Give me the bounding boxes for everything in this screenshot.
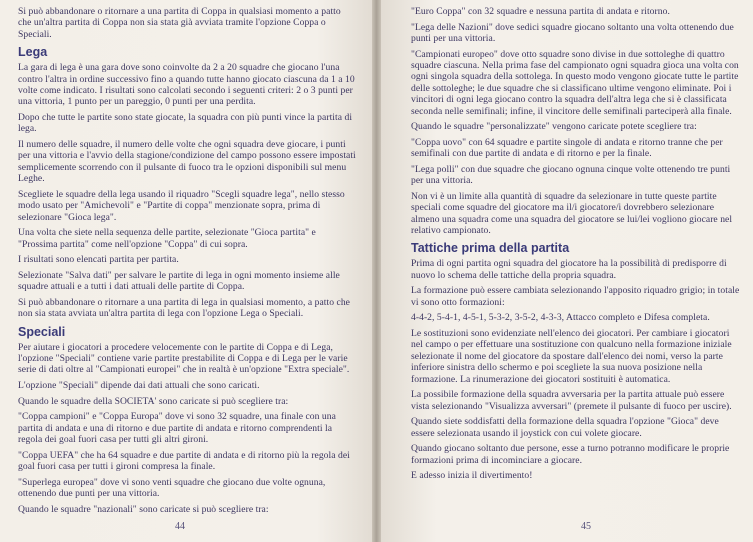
paragraph: Quando siete soddisfatti della formazione della squadra l'opzione "Gioca" deve essere selezionata usando il joystick con cui volete giocare. <box>411 416 719 439</box>
section-heading-speciali: Speciali <box>18 324 66 339</box>
paragraph: Quando le squadre "nazionali" sono caricate si può scegliere tra: <box>18 503 269 515</box>
paragraph: "Coppa campioni" e "Coppa Europa" dove vi sono 32 squadre, una finale con una partita di andata e una di ritorno e due partite di andata e ritorno comprendenti la regola dei goal fuori casa per tutti gli altri gironi. <box>18 411 336 446</box>
paragraph: Quando giocano soltanto due persone, esse a turno potranno modificare le proprie formazioni prima di incominciare a giocare. <box>411 443 730 466</box>
paragraph: Prima di ogni partita ogni squadra del giocatore ha la possibilità di predisporre di nuovo lo schema delle tattiche della propria squadra. <box>411 258 727 281</box>
right-page <box>381 0 753 542</box>
paragraph: Quando le squadre "personalizzate" vengono caricate potete scegliere tra: <box>411 121 697 133</box>
paragraph: Le sostituzioni sono evidenziate nell'elenco dei giocatori. Per cambiare i giocatori nel campo o per effettuare una sostituzione con qualcuno nella formazione iniziale selezionate il nome del giocatore da spostare dall'elenco dei nomi, verso la parte inferiore sinistra dello schermo e poi scegliete la sua nuova posizione nella formazione. La rinumerazione dei giocatori sostituiti è automatica. <box>411 328 732 385</box>
paragraph: "Coppa uovo" con 64 squadre e partite singole di andata e ritorno tranne che per semifinali con due partite di andata e di ritorno e per la finale. <box>411 136 723 160</box>
paragraph: La gara di lega è una gara dove sono coinvolte da 2 a 20 squadre che giocano l'una contro l'altra in ordine successivo fino a quando tutte hanno giocato ciascuna da 1 a 10 volte come indicato. I risultati sono calcolati secondo i seguenti criteri: 2 o 3 punti per una vittoria, 1 punto per un pareggio, 0 punti per una perdita. <box>18 62 355 108</box>
paragraph: Per aiutare i giocatori a procedere velocemente con le partite di Coppa e di Lega, l'opzione "Speciali" contiene varie partite prestabilite di Coppa e di Lega per le varie serie di dati oltre al "Campionati europei" che in realtà è un'opzione "Extra speciale". <box>18 341 350 376</box>
right-page-content <box>411 6 741 486</box>
paragraph: Il numero delle squadre, il numero delle volte che ogni squadra deve giocare, i punti per una vittoria e l'avvio della stagione/condizione del campo possono essere impostati semplicemente scorrendo con il pulsante di fuoco tra le opzioni disponibili sul menu Leghe. <box>18 139 356 185</box>
paragraph: L'opzione "Speciali" dipende dai dati attuali che sono caricati. <box>18 380 260 392</box>
left-page <box>0 0 372 542</box>
paragraph: E adesso inizia il divertimento! <box>411 470 533 482</box>
paragraph: 4-4-2, 5-4-1, 4-5-1, 5-3-2, 3-5-2, 4-3-3, Attacco completo e Difesa completa. <box>411 312 710 324</box>
paragraph: Si può abbandonare o ritornare a una partita di lega in qualsiasi momento, a patto che non sia stata avviata un'altra partita di lega con l'opzione Lega o Speciali. <box>18 296 350 320</box>
paragraph: "Lega delle Nazioni" dove sedici squadre giocano soltanto una volta ottenendo due punti per una vittoria. <box>411 21 734 44</box>
paragraph: La formazione può essere cambiata selezionando l'apposito riquadro grigio; in totale vi sono otto formazioni: <box>411 285 740 308</box>
paragraph: "Campionati europeo" dove otto squadre sono divise in due sottoleghe di quattro squadre ciascuna. Nella prima fase del campionato ogni squadra gioca una volta con ogni singola squadra della sottolega. In questo modo vengono giocate tutte le partite delle sottoleghe; le due squadre che si classificano ultime vengono eliminate. Poi i vincitori di ogni lega giocano contro la squadra dell'altra lega che si è classificata seconda nelle semifinali; infine, il vincitore delle semifinali parteciperà alla finale. <box>411 48 739 117</box>
paragraph: "Lega polli" con due squadre che giocano ognuna cinque volte ottenendo tre punti per una vittoria. <box>411 163 731 187</box>
paragraph: "Coppa UEFA" che ha 64 squadre e due partite di andata e di ritorno più la regola dei goal fuori casa per tutti i gironi compresa la finale. <box>18 449 350 473</box>
left-page-content <box>18 6 356 519</box>
paragraph: Quando le squadre della SOCIETA' sono caricate si può scegliere tra: <box>18 395 289 407</box>
paragraph: Scegliete le squadre della lega usando il riquadro "Scegli squadre lega", nello stesso modo usato per "Amichevoli" e "Partite di coppa" menzionate sopra, prima di selezionare "Gioca lega". <box>18 188 345 223</box>
paragraph: Si può abbandonare o ritornare a una partita di Coppa in qualsiasi momento a patto che un'altra partita di Coppa non sia stata già avviata tramite l'opzione Coppa o Speciali. <box>18 6 341 40</box>
section-heading-lega: Lega <box>18 45 48 60</box>
paragraph: Una volta che siete nella sequenza delle partite, selezionate "Gioca partita" e "Prossima partita" come nell'opzione "Coppa" di cui sopra. <box>18 227 316 250</box>
page-number: 44 <box>175 521 185 532</box>
paragraph: I risultati sono elencati partita per partita. <box>18 254 179 266</box>
paragraph: Dopo che tutte le partite sono state giocate, la squadra con più punti vince la partita di lega. <box>18 112 353 135</box>
section-heading-tattiche: Tattiche prima della partita <box>411 241 570 256</box>
paragraph: "Superlega europea" dove vi sono venti squadre che giocano due volte ognuna, ottenendo due punti per una vittoria. <box>18 476 326 500</box>
paragraph: La possibile formazione della squadra avversaria per la partita attuale può essere vista selezionando "Visualizza avversari" (premete il pulsante di fuoco per uscire). <box>411 389 732 412</box>
book-gutter <box>372 0 381 542</box>
paragraph: "Euro Coppa" con 32 squadre e nessuna partita di andata e ritorno. <box>411 6 670 17</box>
paragraph: Non vi è un limite alla quantità di squadre da selezionare in tutte queste partite speciali come squadre del giocatore ma il/i giocatore/i dovrebbero selezionare almeno una squadra come una squadra del giocatore se lui/lei vogliono giocare nel relativo campionato. <box>411 190 733 237</box>
paragraph: Selezionate "Salva dati" per salvare le partite di lega in ogni momento insieme alle squadre attuali e a tutti i dati attuali delle partite di Coppa. <box>18 269 340 293</box>
page-number: 45 <box>581 521 591 532</box>
